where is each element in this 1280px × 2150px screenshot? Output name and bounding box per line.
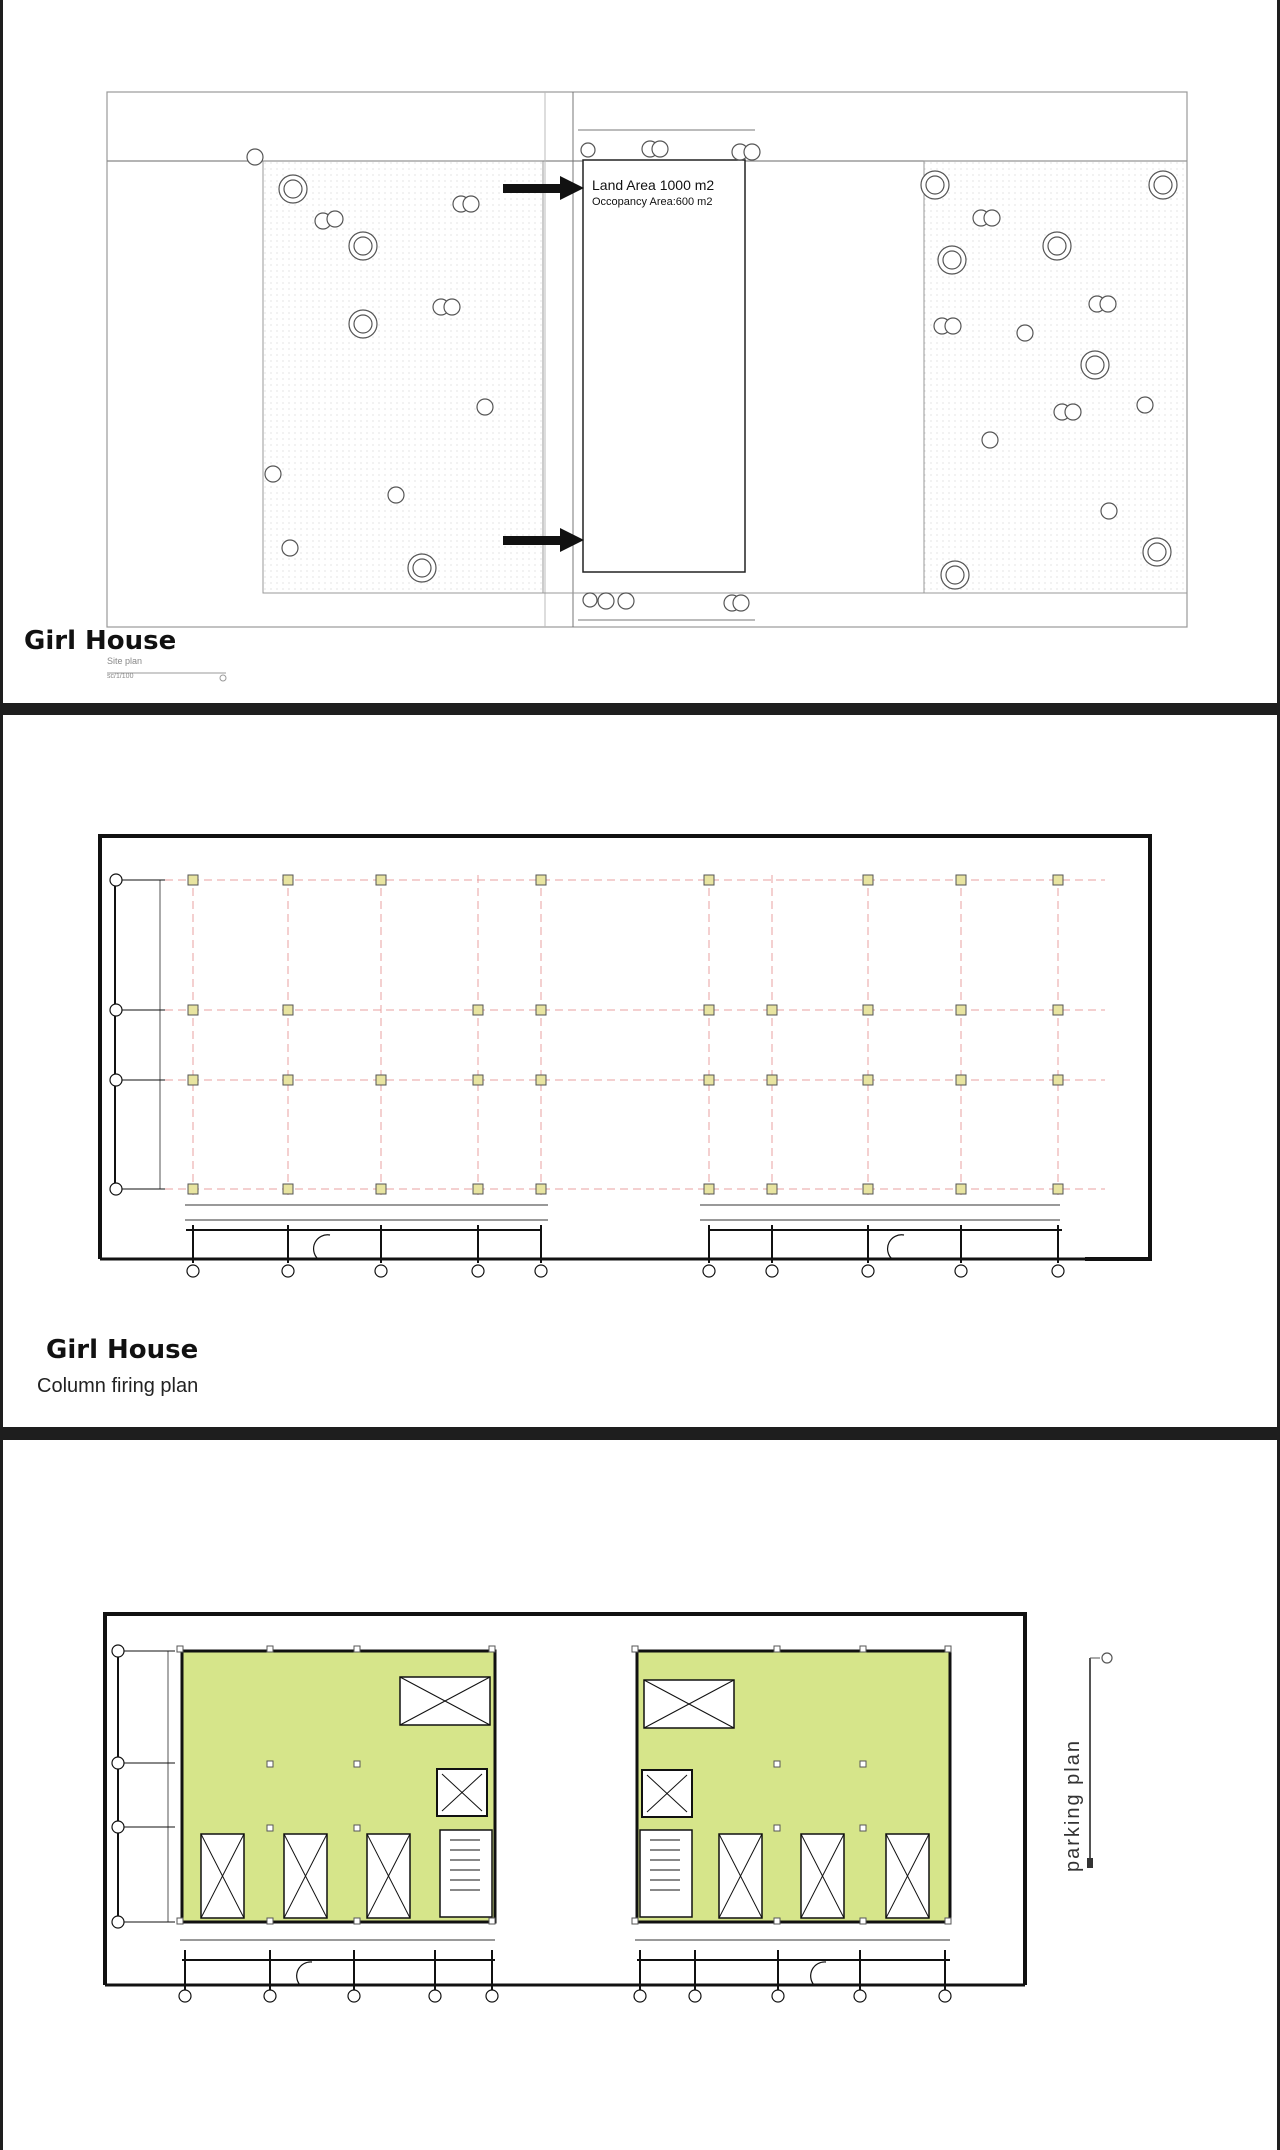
parking-bottom-bubble-icons bbox=[179, 1990, 951, 2002]
parking-plan-drawing bbox=[0, 1440, 1280, 2150]
site-plan-title: Girl House bbox=[24, 626, 177, 656]
axis-bubble-icons-bottom bbox=[187, 1265, 1064, 1277]
site-plan-subtitle: Site plan bbox=[107, 656, 143, 666]
column-plan-title: Girl House bbox=[46, 1335, 199, 1365]
right-garden bbox=[924, 161, 1187, 593]
door-swing-icon bbox=[314, 1235, 330, 1259]
parking-plan-panel bbox=[0, 1440, 1280, 2150]
left-garden bbox=[263, 161, 543, 593]
column-plan-panel bbox=[0, 715, 1280, 1427]
right-stairs bbox=[640, 1830, 692, 1917]
parking-plan-label: parking plan bbox=[1062, 1739, 1084, 1872]
site-plan-panel bbox=[0, 0, 1280, 703]
land-area-label: Land Area 1000 m2 bbox=[592, 177, 715, 193]
occupancy-area-label: Occopancy Area:600 m2 bbox=[592, 196, 713, 208]
building-footprint bbox=[583, 160, 745, 572]
site-plan-drawing bbox=[0, 0, 1280, 703]
bottom-axis-ticks bbox=[186, 1225, 1062, 1263]
column-plan-subtitle: Column firing plan bbox=[37, 1375, 199, 1397]
door-swing-icon bbox=[888, 1235, 904, 1259]
column-markers bbox=[188, 875, 1063, 1194]
door-swing-icon bbox=[297, 1962, 312, 1985]
bottom-dimensions bbox=[185, 1205, 1060, 1220]
door-swing-icon bbox=[811, 1962, 826, 1985]
right-parking-bays bbox=[719, 1834, 929, 1918]
grid-lines-vertical bbox=[193, 875, 1058, 1195]
scale-label: sc/1/100 bbox=[107, 673, 134, 680]
grid-lines-horizontal bbox=[165, 880, 1105, 1189]
column-plan-drawing bbox=[0, 715, 1280, 1427]
left-stairs bbox=[440, 1830, 492, 1917]
left-dimension-ticks bbox=[110, 880, 165, 1189]
